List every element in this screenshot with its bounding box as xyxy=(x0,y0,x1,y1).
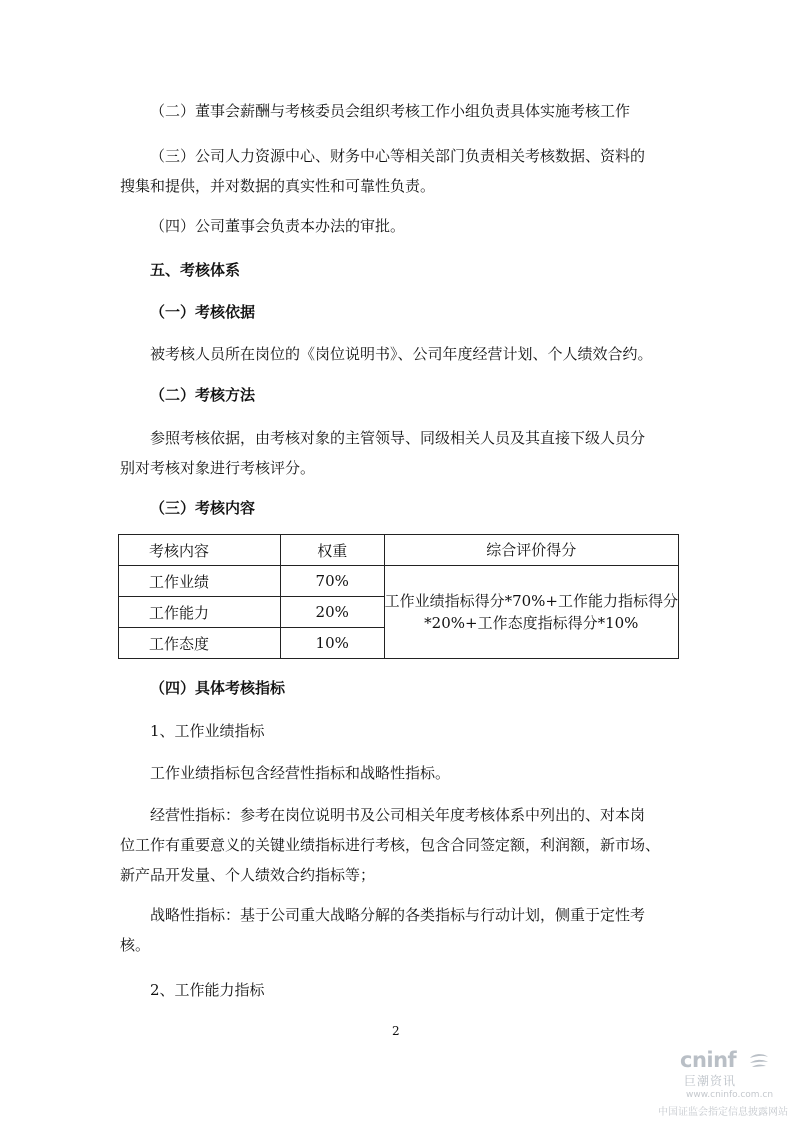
paragraph-operational xyxy=(120,800,680,890)
table-header-cell: 综合评价得分 xyxy=(384,535,678,566)
paragraph-line: 战略性指标：基于公司重大战略分解的各类指标与行动计划，侧重于定性考 xyxy=(150,906,646,924)
table-header-cell: 权重 xyxy=(280,535,384,566)
table-cell-item: 工作能力 xyxy=(119,597,281,628)
watermark-cn-name: 巨潮资讯 xyxy=(684,1074,737,1088)
paragraph-strategic xyxy=(120,900,680,960)
paragraph-exec-group: （二）董事会薪酬与考核委员会组织考核工作小组负责具体实施考核工作 xyxy=(150,102,631,120)
paragraph-indicator-2: 2、工作能力指标 xyxy=(150,981,265,999)
subheading-indicators: （四）具体考核指标 xyxy=(150,679,286,697)
table-cell-item: 工作业绩 xyxy=(119,566,281,597)
watermark-url: www.cninfo.com.cn xyxy=(686,1090,774,1100)
table-cell-score-formula xyxy=(384,566,678,659)
watermark-logo-word: cninf xyxy=(680,1048,737,1072)
watermark-site-label: 中国证监会指定信息披露网站 xyxy=(658,1107,788,1118)
paragraph-board-approval: （四）公司董事会负责本办法的审批。 xyxy=(150,217,406,235)
subheading-content: （三）考核内容 xyxy=(150,499,256,517)
paragraph-hr-center xyxy=(120,141,680,201)
paragraph-line: 参照考核依据，由考核对象的主管领导、同级相关人员及其直接下级人员分 xyxy=(150,429,646,447)
page-number: 2 xyxy=(392,1024,400,1038)
table-cell-weight: 70% xyxy=(280,566,384,597)
table-header-row xyxy=(119,535,679,566)
swirl-logo-icon xyxy=(748,1052,770,1070)
paragraph-line: （三）公司人力资源中心、财务中心等相关部门负责相关考核数据、资料的 xyxy=(150,147,646,165)
paragraph-basis: 被考核人员所在岗位的《岗位说明书》、公司年度经营计划、个人绩效合约。 xyxy=(150,345,653,363)
table-row xyxy=(119,566,679,597)
subheading-method: （二）考核方法 xyxy=(150,386,256,404)
section-heading: 五、考核体系 xyxy=(150,261,241,279)
paragraph-line: 别对考核对象进行考核评分。 xyxy=(120,459,316,477)
score-formula-line: *20%+工作态度指标得分*10% xyxy=(424,614,639,632)
paragraph-line: 核。 xyxy=(120,936,151,954)
paragraph-line: 搜集和提供，并对数据的真实性和可靠性负责。 xyxy=(120,177,436,195)
assessment-table xyxy=(118,534,679,659)
table-cell-item: 工作态度 xyxy=(119,628,281,659)
paragraph-line: 位工作有重要意义的关键业绩指标进行考核，包含合同签定额，利润额，新市场、 xyxy=(120,836,661,854)
paragraph-method xyxy=(120,423,680,483)
cninfo-watermark xyxy=(640,1048,794,1123)
score-formula-line: 工作业绩指标得分*70%+工作能力指标得分 xyxy=(384,592,678,610)
paragraph-indicator-1: 1、工作业绩指标 xyxy=(150,722,265,740)
paragraph-indicator-1-desc: 工作业绩指标包含经营性指标和战略性指标。 xyxy=(150,764,451,782)
subheading-basis: （一）考核依据 xyxy=(150,303,256,321)
table-cell-weight: 10% xyxy=(280,628,384,659)
table-cell-weight: 20% xyxy=(280,597,384,628)
paragraph-line: 新产品开发量、个人绩效合约指标等； xyxy=(120,866,376,884)
paragraph-line: 经营性指标：参考在岗位说明书及公司相关年度考核体系中列出的、对本岗 xyxy=(150,806,646,824)
table-header-cell: 考核内容 xyxy=(119,535,281,566)
